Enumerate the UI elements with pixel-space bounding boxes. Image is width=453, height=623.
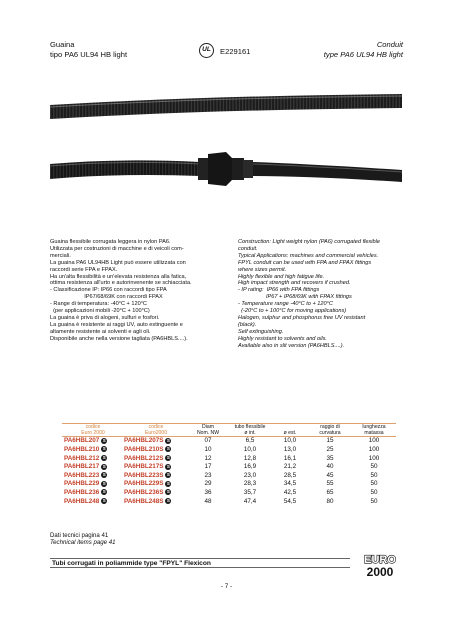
table-cell: 25: [326, 446, 334, 453]
table-header-row: [62, 424, 396, 437]
certification-number: E229161: [220, 47, 251, 56]
table-cell: 10,0: [243, 446, 257, 453]
halogen-free-icon: S: [166, 446, 170, 452]
halogen-free-icon: S: [102, 463, 106, 469]
product-code: PA6HBL248 S: [64, 497, 106, 505]
text-line: Highly resistant to solvents and oils.: [238, 335, 327, 342]
table-cell: 12,8: [243, 454, 257, 462]
description-english: [238, 239, 408, 350]
footer-bar: Tubi corrugati in poliammide type "FPYL" Flexicon: [50, 558, 350, 568]
text-line: High impact strength and recovers if crushed.: [238, 280, 351, 287]
text-line: where sizes permit.: [238, 266, 287, 273]
product-code-slit: PA6HBL207S S: [124, 437, 170, 445]
halogen-free-icon: S: [166, 497, 170, 503]
table-cell: 10,0: [283, 437, 297, 445]
table-cell: 28,3: [243, 480, 257, 488]
table-cell: 21,2: [283, 463, 297, 471]
halogen-free-icon: S: [102, 472, 106, 478]
header-left: [50, 40, 127, 59]
text-line: ottima resistenza all'urto e autorinvenente se schiacciata.: [50, 280, 192, 287]
table-cell: 50: [370, 463, 378, 471]
product-code: PA6HBL223 S: [64, 471, 106, 479]
table-cell: 35: [326, 454, 334, 462]
text-line: Construction: Light weight nylon (PA6) corrugated flexible: [238, 239, 380, 245]
halogen-free-icon: S: [102, 480, 106, 486]
table-cell: 50: [370, 497, 378, 505]
page-number: - 7 -: [220, 583, 233, 590]
table-cell: 28,5: [283, 471, 297, 479]
text-line: Utilizzata per costruzioni di macchine e di veicoli com-: [50, 245, 184, 252]
table-cell: 80: [326, 497, 334, 505]
text-line: raccordi serie FPA e FPAX.: [50, 266, 118, 273]
product-code-slit: PA6HBL223S S: [124, 471, 170, 479]
tech-ref-en: Technical items page 41: [50, 539, 116, 547]
table-cell: 50: [370, 471, 378, 479]
title-it: Guaina: [50, 40, 75, 49]
logo-text-2000: 2000: [366, 565, 394, 578]
col-header-diam: Diam Nom. NW: [196, 424, 220, 437]
text-line: La guaina PA6 UL94HB Light può essere utilizzata con: [50, 259, 186, 266]
text-line: IP67 + IP68/69K with FPAX fittings: [238, 294, 352, 301]
text-line: (-20°C to + 100°C for moving applications): [238, 308, 347, 315]
table-row: [62, 472, 396, 481]
table-cell: 16,1: [283, 454, 297, 462]
description-italian: [50, 239, 235, 343]
text-line: - Classificazione IP: IP66 con raccordi tipo FPA: [50, 287, 167, 294]
table-cell: 65: [326, 488, 334, 496]
col-header-int-diam: tubo flessibile ø int.: [234, 424, 266, 437]
euro2000-logo: [359, 552, 401, 578]
halogen-free-icon: S: [102, 497, 106, 503]
table-cell: 23,0: [243, 471, 257, 479]
table-row: [62, 480, 396, 489]
text-line: - Range di temperatura: -40°C + 120°C: [50, 301, 147, 308]
table-row: [62, 489, 396, 498]
table-row: [62, 446, 396, 455]
table-cell: 35,7: [243, 488, 257, 496]
table-cell: 10: [204, 446, 212, 453]
technical-reference: [50, 532, 116, 547]
table-cell: 50: [370, 488, 378, 496]
product-code: PA6HBL210 S: [64, 446, 106, 453]
table-cell: 50: [370, 480, 378, 488]
halogen-free-icon: S: [166, 437, 170, 443]
product-code-slit: PA6HBL229S S: [124, 480, 170, 488]
halogen-free-icon: S: [166, 454, 170, 460]
table-cell: 100: [368, 454, 380, 462]
title-en: Conduit: [376, 40, 403, 49]
text-line: altamente resistente ai solventi e agli oli.: [50, 328, 151, 335]
text-line: Self extinguishing.: [238, 328, 284, 335]
text-line: Available also in slit version (PA6HBLS....).: [238, 342, 345, 349]
tech-ref-it: Dati tecnici pagina 41: [50, 532, 109, 539]
text-line: La guaina è resistente ai raggi UV, auto estinguente e: [50, 321, 183, 328]
table-cell: 47,4: [243, 497, 257, 505]
text-line: Halogen, sulphur and phosphorus free UV resistant: [238, 314, 366, 321]
ul-certification-mark: UL: [199, 43, 214, 58]
table-row: [62, 498, 396, 507]
halogen-free-icon: S: [102, 454, 106, 460]
table-row: [62, 437, 396, 446]
text-line: Typical Applications: machines and commercial vehicles.: [238, 252, 379, 259]
table-cell: 36: [204, 488, 212, 496]
table-cell: 13,0: [283, 446, 297, 453]
text-line: Disponibile anche nella versione tagliata (PA6HBLS....).: [50, 335, 188, 342]
halogen-free-icon: S: [166, 489, 170, 495]
table-cell: 55: [326, 480, 334, 488]
table-row: [62, 455, 396, 464]
product-code: PA6HBL217 S: [64, 463, 106, 471]
table-cell: 34,5: [283, 480, 297, 488]
text-line: (black).: [238, 321, 257, 328]
product-code: PA6HBL207 S: [64, 437, 106, 445]
text-line: - Temperature range -40°C to + 120°C: [238, 301, 333, 308]
text-line: conduit.: [238, 245, 258, 252]
product-code: PA6HBL229 S: [64, 480, 106, 488]
table-cell: 40: [326, 463, 334, 471]
table-cell: 100: [368, 446, 380, 453]
text-line: (per applicazioni mobili -20°C + 100°C): [50, 308, 150, 315]
text-line: merciali.: [50, 252, 71, 259]
halogen-free-icon: S: [166, 463, 170, 469]
halogen-free-icon: S: [166, 480, 170, 486]
header-right: [324, 40, 403, 59]
table-cell: 12: [204, 454, 212, 462]
halogen-free-icon: S: [166, 472, 170, 478]
halogen-free-icon: S: [102, 437, 106, 443]
col-header-ext-diam: ø est.: [283, 430, 297, 437]
text-line: FPYL conduit can be used with FPA and FPAX fittings: [238, 259, 372, 266]
col-header-code: codice Euro 2000: [81, 424, 105, 437]
spec-table: [62, 423, 396, 506]
subtitle-en: type PA6 UL94 HB light: [323, 49, 403, 59]
product-code-slit: PA6HBL217S S: [124, 463, 170, 471]
table-cell: 42,5: [283, 488, 297, 496]
text-line: Ha un'alta flessibilità e un'elevata resistenza alla fatica,: [50, 273, 187, 280]
product-code-slit: PA6HBL248S S: [124, 497, 170, 505]
col-header-bend-radius: raggio di curvatura: [319, 424, 341, 437]
table-cell: 23: [204, 471, 212, 479]
table-row: [62, 463, 396, 472]
col-header-code-slit: codice Euro2000: [144, 424, 168, 437]
subtitle-it: tipo PA6 UL94 HB light: [50, 49, 128, 59]
table-cell: 29: [204, 480, 212, 488]
table-cell: 07: [204, 437, 212, 445]
table-cell: 48: [204, 497, 212, 505]
table-cell: 16,9: [243, 463, 257, 471]
table-cell: 54,5: [283, 497, 297, 505]
col-header-coil-length: lunghezza matassa: [362, 424, 386, 437]
product-code: PA6HBL236 S: [64, 488, 106, 496]
table-cell: 6,5: [245, 437, 255, 445]
conduit-photo: [50, 78, 402, 228]
text-line: Guaina flessibile corrugata leggera in nylon PA6.: [50, 239, 171, 245]
text-line: - IP rating: IP66 with FPA fittings: [238, 287, 320, 294]
product-code-slit: PA6HBL212S S: [124, 454, 170, 462]
text-line: La guaina è priva di alogeni, sulfuri e fosfori.: [50, 314, 160, 321]
halogen-free-icon: S: [102, 489, 106, 495]
product-code-slit: PA6HBL210S S: [124, 446, 170, 453]
table-cell: 15: [326, 437, 334, 445]
product-code-slit: PA6HBL236S S: [124, 488, 170, 496]
text-line: IP67/68/69K con raccordi FPAX: [50, 294, 163, 301]
text-line: Highly flexible and high fatigue life.: [238, 273, 325, 280]
table-cell: 17: [204, 463, 212, 471]
table-cell: 100: [368, 437, 380, 445]
product-code: PA6HBL212 S: [64, 454, 106, 462]
logo-text-euro: EURO: [364, 554, 396, 566]
halogen-free-icon: S: [102, 446, 106, 452]
table-cell: 45: [326, 471, 334, 479]
